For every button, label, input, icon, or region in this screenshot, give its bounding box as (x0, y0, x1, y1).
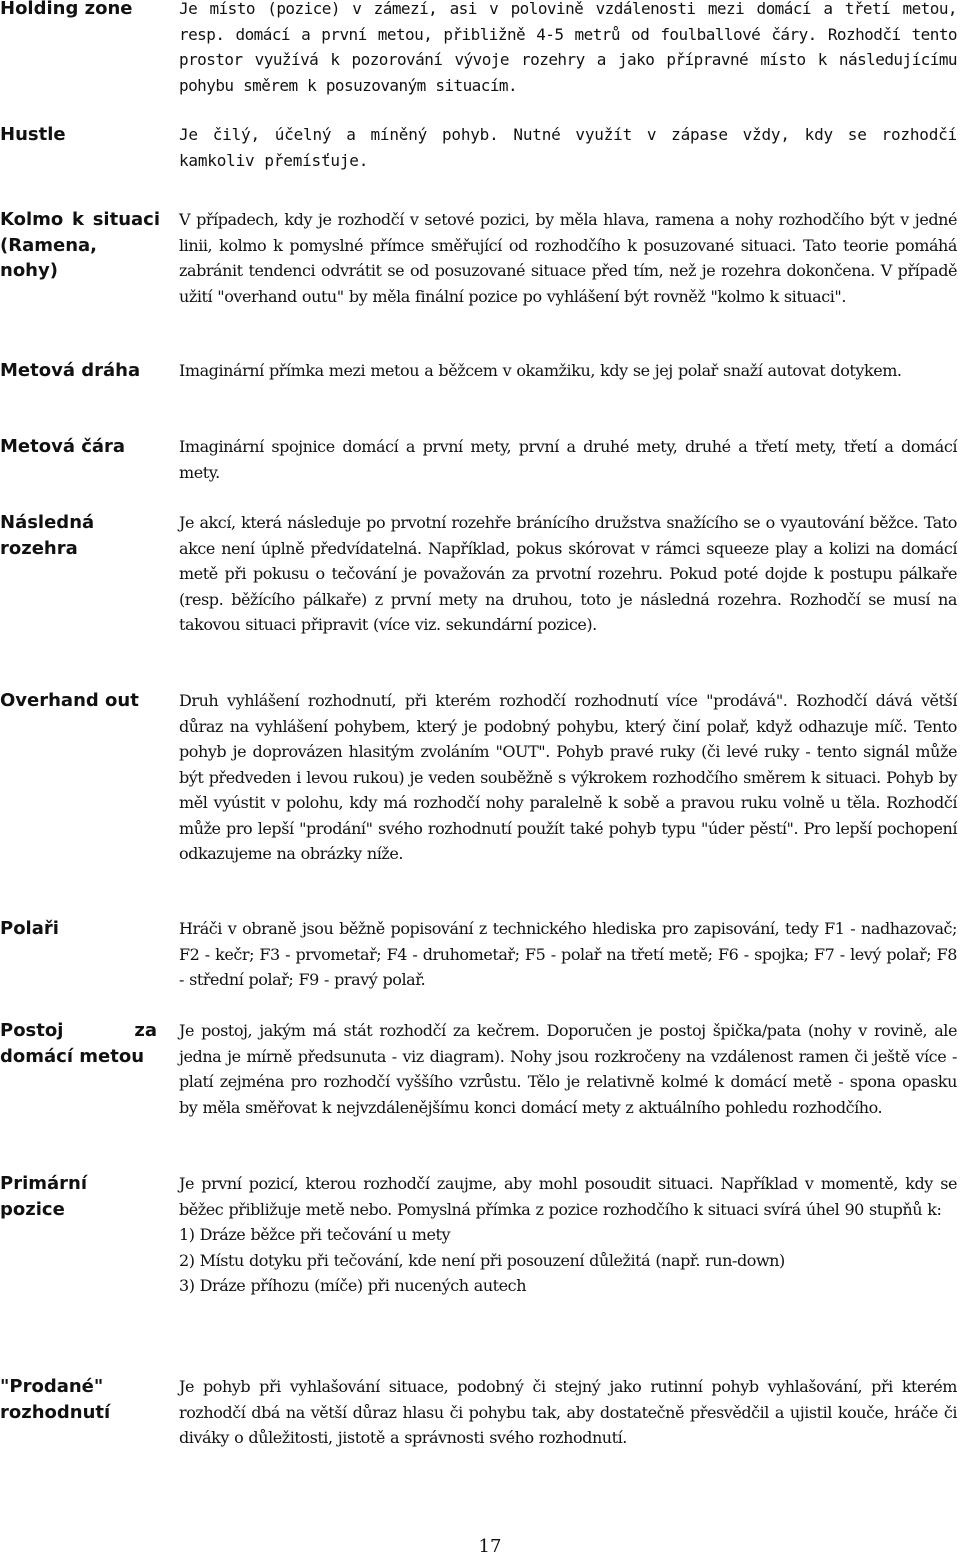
entry-definition: Imaginární přímka mezi metou a běžcem v okamžiku, kdy se jej polař snaží autovat dotykem. (179, 361, 902, 380)
entry-term: Primární pozice (0, 1173, 88, 1220)
entry-definition: Je první pozicí, kterou rozhodčí zaujme, aby mohl posoudit situaci. Například v momentě, kdy se běžec přibližuje metě nebo. Pomyslná přímka z pozice rozhodčího k situaci svírá úhel 90 stupňů k: 1) Dráze běžce při tečování u mety 2) Místu dotyku při tečování, kde není při posouzení důležitá (např. run-down) 3) Dráze příhozu (míče) při nucených autech (179, 1174, 957, 1295)
page-number: 17 (478, 1536, 502, 1557)
entry-term: Metová čára (0, 436, 126, 457)
entry-definition: Je čilý, účelný a míněný pohyb. Nutné využít v zápase vždy, kdy se rozhodčí kamkoliv přemísťuje. (179, 125, 957, 170)
entry-definition: Je pohyb při vyhlašování situace, podobný či stejný jako rutinní pohyb vyhlašování, při kterém rozhodčí dbá na větší důraz hlasu či pohybu tak, aby dostatečně přesvědčil a ujistil kouče, hráče či diváky o důležitosti, jistotě a správnosti svého rozhodnutí. (179, 1377, 957, 1447)
entry-term: Metová dráha (0, 360, 141, 381)
entry-term: Hustle (0, 124, 66, 145)
entry-term: Overhand out (0, 690, 139, 711)
entry-term: Následná rozehra (0, 512, 95, 559)
entry-definition: Druh vyhlášení rozhodnutí, při kterém rozhodčí rozhodnutí více "prodává". Rozhodčí dává větší důraz na vyhlášení pohybem, který je podobný pohybu, který činí polař, když odhazuje míč. Tento pohyb je doprovázen hlasitým zvoláním "OUT". Pohyb pravé ruky (či levé ruky - tento signál může být předveden i levou rukou) je veden souběžně s výkrokem rozhodčího směrem k situaci. Pohyb by měl vyústit v polohu, kdy má rozhodčí nohy paralelně k sobě a pravou ruku volně u těla. Rozhodčí může pro lepší "prodání" svého rozhodnutí použít také pohyb typu "úder pěstí". Pro lepší pochopení odkazujeme na obrázky níže. (179, 691, 957, 863)
entry-definition: Je místo (pozice) v zámezí, asi v polovině vzdálenosti mezi domácí a třetí metou, resp. domácí a první metou, přibližně 4-5 metrů od foulballové čáry. Rozhodčí tento prostor využívá k pozorování vývoje rozehry a jako přípravné místo k následujícímu pohybu směrem k posuzovaným situacím. (179, 0, 957, 95)
entry-definition: Je postoj, jakým má stát rozhodčí za kečrem. Doporučen je postoj špička/pata (nohy v rovině, ale jedna je mírně předsunuta - viz diagram). Nohy jsou rozkročeny na vzdálenost ramen či ještě více - platí zejména pro rozhodčí vyššího vzrůstu. Tělo je relativně kolmé k domácí metě - spona opasku by měla směřovat k nejvzdálenějšímu konci domácí mety z aktuálního pohledu rozhodčího. (179, 1021, 957, 1117)
entry-definition: Je akcí, která následuje po prvotní rozehře bránícího družstva snažícího se o vyautování běžce. Tato akce není úplně předvídatelná. Například, pokus skórovat v rámci squeeze play a kolizi na domácí metě při pokusu o tečování je považován za prvotní rozehru. Pokud poté dojde k postupu pálkaře (resp. běžícího pálkaře) z první mety na druhou, toto je následná rozehra. Rozhodčí se musí na takovou situaci připravit (více viz. sekundární pozice). (179, 513, 957, 634)
entry-term: Postoj za domácí metou (0, 1020, 157, 1067)
entry-term: Polaři (0, 918, 59, 939)
entry-definition: Imaginární spojnice domácí a první mety, první a druhé mety, druhé a třetí mety, třetí a domácí mety. (179, 437, 957, 482)
entry-term: Holding zone (0, 0, 133, 19)
entry-definition: Hráči v obraně jsou běžně popisování z technického hlediska pro zapisování, tedy F1 - nadhazovač; F2 - kečr; F3 - prvometař; F4 - druhometař; F5 - polař na třetí metě; F6 - spojka; F7 - levý polař; F8 - střední polař; F9 - pravý polař. (179, 919, 957, 989)
entry-definition: V případech, kdy je rozhodčí v setové pozici, by měla hlava, ramena a nohy rozhodčího být v jedné linii, kolmo k pomyslné přímce směřující od rozhodčího k posuzované situaci. Tato teorie pomáhá zabránit tendenci odvrátit se od posuzované situace před tím, než je rozehra dokončena. V případě užití "overhand outu" by měla finální pozice po vyhlášení být rovněž "kolmo k situaci". (179, 210, 957, 306)
entry-term: Kolmo k situaci (Ramena, nohy) (0, 209, 160, 281)
entry-term: "Prodané" rozhodnutí (0, 1376, 111, 1423)
